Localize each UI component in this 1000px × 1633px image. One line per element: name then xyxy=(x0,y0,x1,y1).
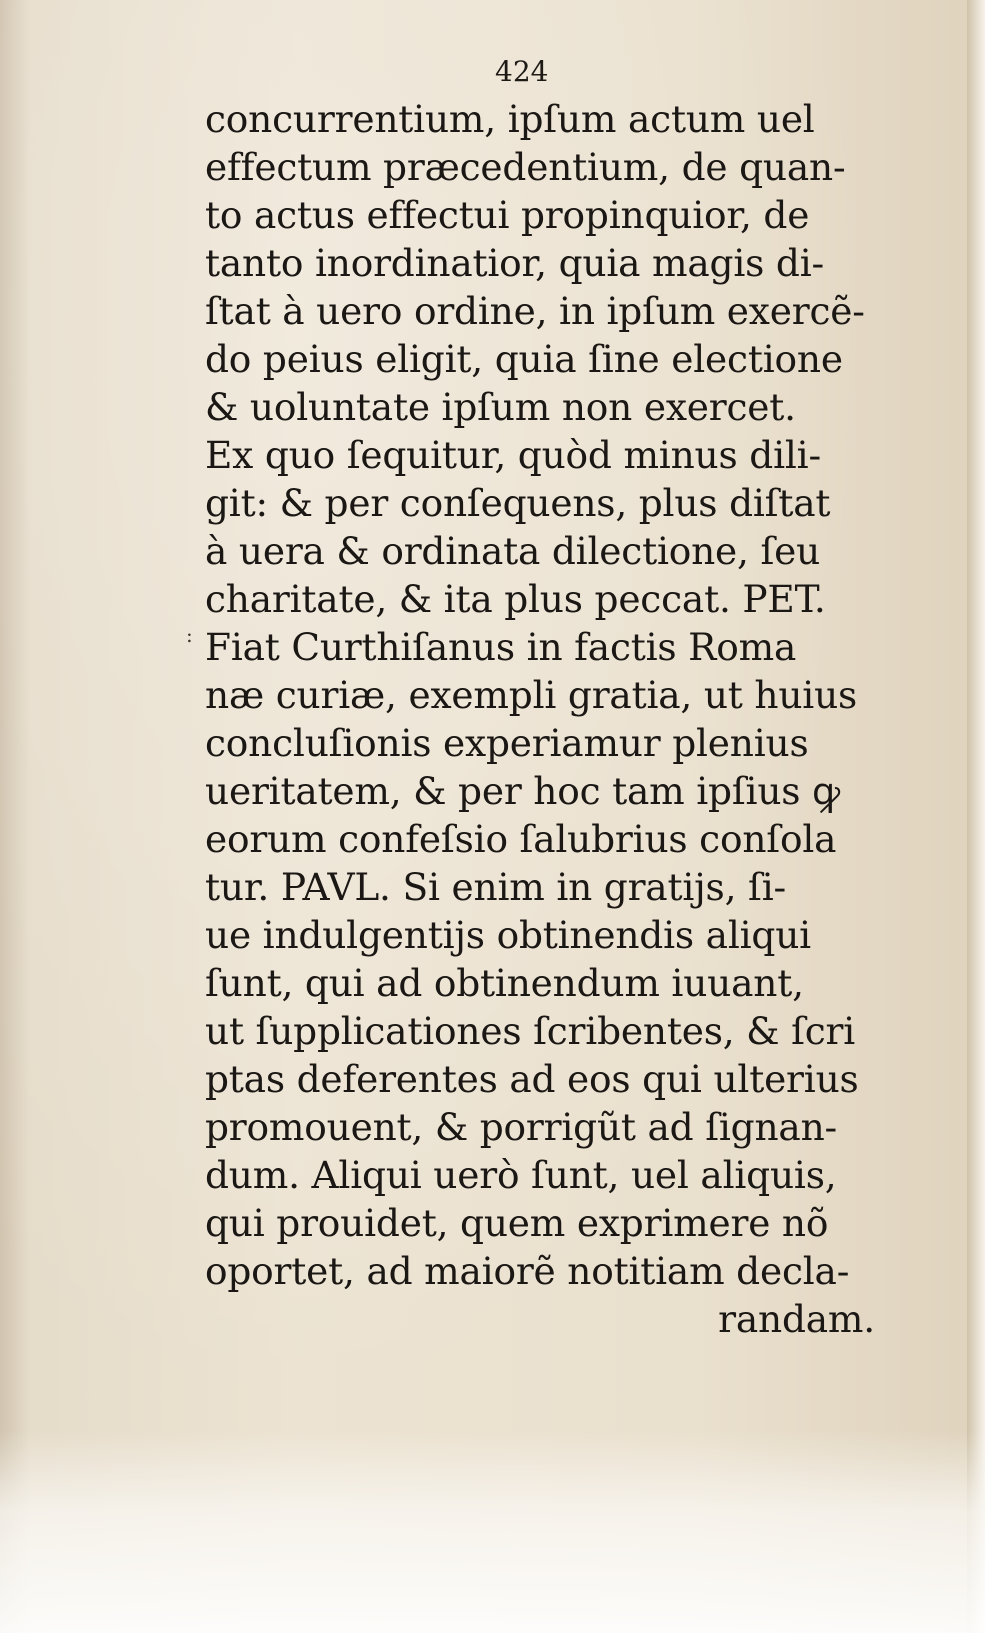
text-line: ue indulgentijs obtinendis aliqui xyxy=(205,913,811,957)
text-line: ſunt, qui ad obtinendum iuuant, xyxy=(205,961,804,1005)
text-line: tur. PAVL. Si enim in gratijs, ſi- xyxy=(205,865,786,909)
gutter-shadow xyxy=(0,0,30,1633)
page-edge xyxy=(967,0,985,1633)
text-line: ptas deferentes ad eos qui ulterius xyxy=(205,1057,859,1101)
text-line: promouent, & porrigũt ad ſignan- xyxy=(205,1105,838,1149)
text-line: ſtat à uero ordine, in ipſum exercẽ- xyxy=(205,289,865,333)
text-block xyxy=(205,95,875,1355)
text-line: à uera & ordinata dilectione, ſeu xyxy=(205,529,821,573)
text-line: ueritatem, & per hoc tam ipſius ꝙ xyxy=(205,769,841,813)
text-line: ut ſupplicationes ſcribentes, & ſcri xyxy=(205,1009,856,1053)
page-number: 424 xyxy=(495,55,549,88)
text-line: qui prouidet, quem exprimere nõ xyxy=(205,1201,829,1245)
text-line: concluſionis experiamur plenius xyxy=(205,721,809,765)
margin-mark: : xyxy=(186,623,193,647)
text-line: & uoluntate ipſum non exercet. xyxy=(205,385,796,429)
bottom-margin xyxy=(0,1430,985,1633)
text-line: oportet, ad maiorẽ notitiam decla- xyxy=(205,1249,850,1293)
catchword: randam. xyxy=(718,1297,875,1341)
text-line: charitate, & ita plus peccat. PET. xyxy=(205,577,826,621)
text-line: do peius eligit, quia ſine electione xyxy=(205,337,843,381)
text-line: git: & per conſequens, plus diſtat xyxy=(205,481,831,525)
text-line: Fiat Curthiſanus in factis Roma xyxy=(205,625,797,669)
text-line: concurrentium, ipſum actum uel xyxy=(205,97,815,141)
text-line: effectum præcedentium, de quan- xyxy=(205,145,846,189)
text-line: dum. Aliqui uerò ſunt, uel aliquis, xyxy=(205,1153,837,1197)
text-line: to actus effectui propinquior, de xyxy=(205,193,810,237)
text-line: eorum confeſsio ſalubrius conſola xyxy=(205,817,837,861)
text-line: næ curiæ, exempli gratia, ut huius xyxy=(205,673,858,717)
text-line: Ex quo ſequitur, quòd minus dili- xyxy=(205,433,821,477)
text-line: tanto inordinatior, quia magis di- xyxy=(205,241,824,285)
